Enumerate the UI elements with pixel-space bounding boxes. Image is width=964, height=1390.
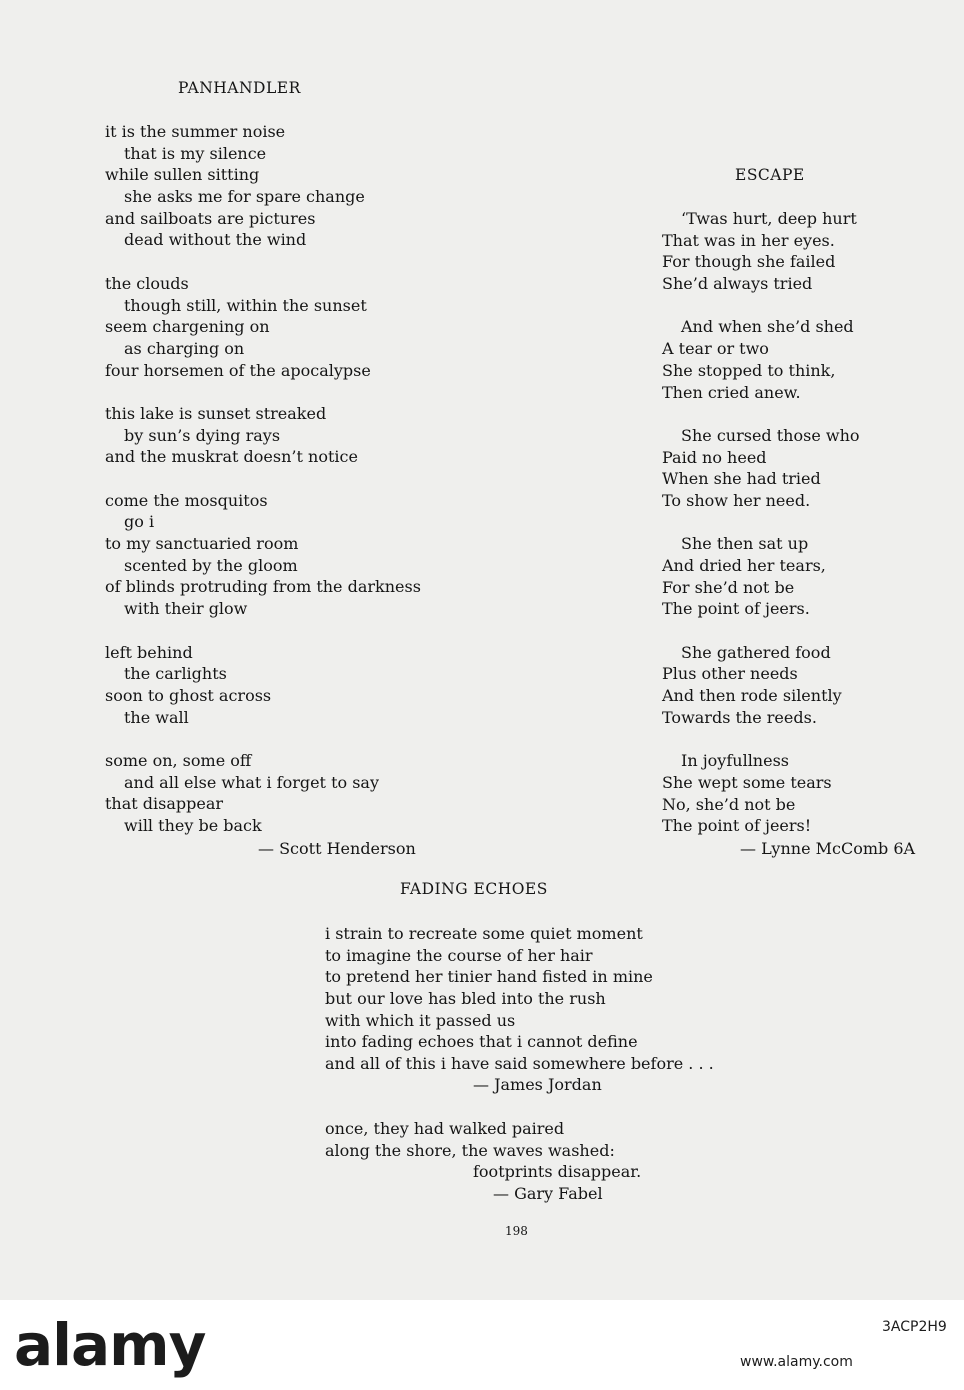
panhandler-line: and the muskrat doesn’t notice bbox=[105, 447, 358, 467]
escape-line: Plus other needs bbox=[662, 664, 798, 684]
poem-title-panhandler: PANHANDLER bbox=[178, 79, 301, 97]
escape-line: That was in her eyes. bbox=[662, 230, 835, 250]
escape-line: She wept some tears bbox=[662, 772, 832, 792]
escape-line: The point of jeers. bbox=[662, 599, 810, 619]
panhandler-line: the wall bbox=[124, 707, 189, 727]
escape-line: She gathered food bbox=[681, 642, 831, 662]
panhandler-line: as charging on bbox=[124, 338, 245, 358]
panhandler-line: of blinds protruding from the darkness bbox=[105, 577, 421, 597]
poem-escape bbox=[662, 208, 860, 837]
poem-title-escape: ESCAPE bbox=[735, 166, 805, 184]
escape-line: When she had tried bbox=[662, 469, 821, 489]
escape-line: In joyfullness bbox=[681, 751, 789, 771]
escape-line: Then cried anew. bbox=[662, 382, 801, 402]
panhandler-line: seem chargening on bbox=[105, 317, 270, 337]
stanza-break bbox=[662, 512, 860, 534]
panhandler-line: it is the summer noise bbox=[105, 122, 286, 141]
escape-line: And when she’d shed bbox=[681, 317, 854, 337]
haiku-line: along the shore, the waves washed: bbox=[325, 1140, 615, 1160]
fading-echoes-line: but our love has bled into the rush bbox=[325, 989, 606, 1009]
escape-line: To show her need. bbox=[662, 490, 811, 510]
poem-fading-echoes bbox=[325, 923, 714, 1075]
fading-echoes-line: i strain to recreate some quiet moment bbox=[325, 924, 643, 943]
escape-line: A tear or two bbox=[662, 339, 769, 359]
panhandler-line: by sun’s dying rays bbox=[124, 425, 281, 445]
fading-echoes-line: to pretend her tinier hand fisted in mine bbox=[325, 967, 653, 987]
escape-line: Towards the reeds. bbox=[662, 707, 817, 727]
poem-panhandler bbox=[105, 121, 421, 837]
panhandler-line: while sullen sitting bbox=[105, 165, 260, 185]
escape-line: For she’d not be bbox=[662, 577, 795, 597]
panhandler-line: dead without the wind bbox=[124, 230, 307, 250]
poem-title-fading-echoes: FADING ECHOES bbox=[400, 880, 548, 898]
author-fading-echoes: — James Jordan bbox=[473, 1075, 602, 1094]
panhandler-line: some on, some off bbox=[105, 750, 252, 770]
page-number: 198 bbox=[505, 1224, 528, 1238]
fading-echoes-line: and all of this i have said somewhere before . . . bbox=[325, 1054, 714, 1074]
panhandler-line: will they be back bbox=[124, 816, 262, 835]
stanza-break bbox=[662, 620, 860, 642]
stanza-break bbox=[105, 468, 421, 490]
stanza-break bbox=[105, 728, 421, 750]
panhandler-line: and sailboats are pictures bbox=[105, 208, 316, 228]
escape-line: For though she failed bbox=[662, 252, 836, 272]
escape-line: And dried her tears, bbox=[662, 556, 826, 575]
fading-echoes-line: to imagine the course of her hair bbox=[325, 945, 593, 965]
escape-line: She then sat up bbox=[681, 534, 809, 554]
poem-haiku bbox=[325, 1118, 641, 1183]
haiku-line: once, they had walked paired bbox=[325, 1119, 565, 1138]
stanza-break bbox=[105, 620, 421, 642]
haiku-line: footprints disappear. bbox=[473, 1162, 642, 1182]
panhandler-line: with their glow bbox=[124, 599, 248, 619]
escape-line: Paid no heed bbox=[662, 447, 767, 467]
panhandler-line: the clouds bbox=[105, 273, 189, 293]
escape-line: She stopped to think, bbox=[662, 360, 836, 380]
panhandler-line: left behind bbox=[105, 642, 193, 662]
author-haiku: — Gary Fabel bbox=[493, 1184, 603, 1203]
stanza-break bbox=[105, 381, 421, 403]
escape-line: The point of jeers! bbox=[662, 816, 812, 836]
fading-echoes-line: with which it passed us bbox=[325, 1010, 516, 1030]
panhandler-line: that is my silence bbox=[124, 143, 267, 163]
panhandler-line: come the mosquitos bbox=[105, 490, 268, 510]
panhandler-line: to my sanctuaried room bbox=[105, 534, 299, 554]
panhandler-line: and all else what i forget to say bbox=[124, 772, 380, 792]
panhandler-line: she asks me for spare change bbox=[124, 187, 365, 207]
escape-line: And then rode silently bbox=[662, 686, 842, 706]
panhandler-line: go i bbox=[124, 512, 155, 532]
panhandler-line: four horsemen of the apocalypse bbox=[105, 360, 371, 380]
stock-url: www.alamy.com bbox=[740, 1354, 853, 1370]
escape-line: She cursed those who bbox=[681, 425, 860, 445]
fading-echoes-line: into fading echoes that i cannot define bbox=[325, 1032, 638, 1052]
panhandler-line: the carlights bbox=[124, 664, 227, 684]
author-panhandler: — Scott Henderson bbox=[258, 839, 416, 858]
stanza-break bbox=[105, 251, 421, 273]
escape-line: She’d always tried bbox=[662, 274, 813, 294]
stanza-break bbox=[662, 729, 860, 751]
alamy-logo: alamy bbox=[14, 1311, 206, 1379]
escape-line: ‘Twas hurt, deep hurt bbox=[681, 209, 857, 228]
panhandler-line: though still, within the sunset bbox=[124, 295, 367, 315]
stanza-break bbox=[662, 295, 860, 317]
panhandler-line: scented by the gloom bbox=[124, 555, 298, 575]
escape-line: No, she’d not be bbox=[662, 794, 796, 814]
panhandler-line: soon to ghost across bbox=[105, 685, 272, 705]
stock-image-id: 3ACP2H9 bbox=[882, 1319, 947, 1335]
author-escape: — Lynne McComb 6A bbox=[740, 839, 916, 858]
panhandler-line: that disappear bbox=[105, 794, 224, 814]
stanza-break bbox=[662, 403, 860, 425]
panhandler-line: this lake is sunset streaked bbox=[105, 403, 327, 423]
